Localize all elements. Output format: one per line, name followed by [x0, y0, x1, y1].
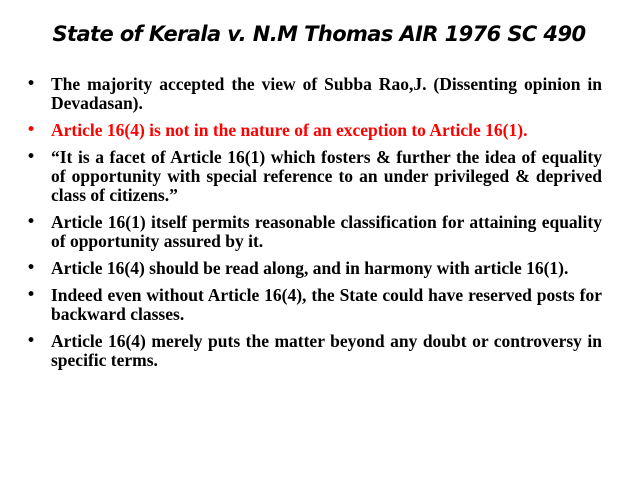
bullet-text: Article 16(4) is not in the nature of an exception to Article 16(1).	[51, 120, 528, 140]
bullet-list	[26, 75, 602, 378]
bullet-text: “It is a facet of Article 16(1) which fosters & further the idea of equality of opportunity with special reference to an under privileged & deprived class of citizens.”	[51, 147, 602, 205]
bullet-text: Indeed even without Article 16(4), the State could have reserved posts for backward classes.	[51, 285, 602, 324]
bullet-icon: •	[26, 212, 37, 232]
bullet-item-highlighted	[26, 121, 602, 140]
bullet-icon: •	[26, 147, 37, 167]
bullet-text: Article 16(4) merely puts the matter beyond any doubt or controversy in specific terms.	[51, 331, 602, 370]
bullet-item	[26, 75, 602, 113]
bullet-icon: •	[26, 285, 37, 305]
bullet-icon: •	[26, 258, 37, 278]
bullet-item	[26, 213, 602, 251]
bullet-text: The majority accepted the view of Subba Rao,J. (Dissenting opinion in Devadasan).	[51, 74, 602, 113]
bullet-item	[26, 332, 602, 370]
slide-title: State of Kerala v. N.M Thomas AIR 1976 SC 490	[52, 22, 586, 46]
bullet-icon: •	[26, 74, 37, 94]
bullet-icon: •	[26, 120, 37, 140]
bullet-item	[26, 148, 602, 205]
bullet-icon: •	[26, 331, 37, 351]
bullet-item	[26, 259, 602, 278]
bullet-item	[26, 286, 602, 324]
bullet-text: Article 16(1) itself permits reasonable classification for attaining equality of opportunity assured by it.	[51, 212, 602, 251]
bullet-text: Article 16(4) should be read along, and in harmony with article 16(1).	[51, 258, 569, 278]
